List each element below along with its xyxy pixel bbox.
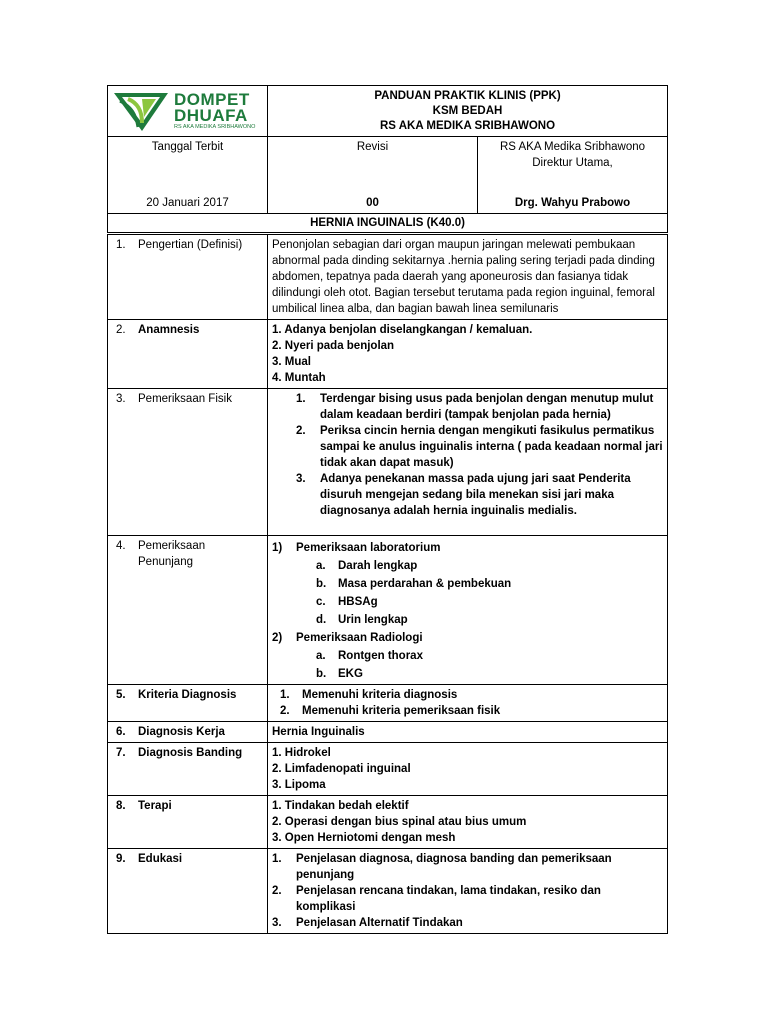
row-number: 3. (116, 393, 126, 405)
row-number: 4. (116, 540, 126, 552)
row-content (268, 320, 668, 389)
list-item: d. Urin lengkap (316, 614, 408, 626)
list-item: 3. Mual (272, 356, 311, 368)
row-content: Penonjolan sebagian dari organ maupun jaringan melewati pembukaan abnormal pada dinding sekitarnya .hernia paling sering terjadi pada dinding abdomen, tepatnya pada daerah yang aponeurosis dan fasianya tidak dilindungi oleh otot. Bagian tersebut terutama pada region inguinal, femoral umbilical linea alba, dan bagian bawah linea semilunaris (268, 235, 668, 320)
logo (108, 86, 267, 136)
table-row-diagnosis-kerja (108, 722, 668, 743)
row-label (108, 320, 268, 389)
table-row-kriteria-diagnosis (108, 685, 668, 722)
list-item: 1) Pemeriksaan laboratorium (272, 542, 441, 554)
list-item: 3. Open Herniotomi dengan mesh (272, 832, 456, 844)
direktur-info (478, 139, 667, 171)
list-item: 1. Hidrokel (272, 747, 331, 759)
list-item: 2. Nyeri pada benjolan (272, 340, 395, 352)
row-label-text: Kriteria Diagnosis (138, 689, 237, 701)
row-label (108, 389, 268, 536)
row-number: 7. (116, 747, 126, 759)
logo-cell (108, 86, 268, 137)
list-item: 1. Terdengar bising usus pada benjolan dengan menutup mulut dalam keadaan berdiri (tampak benjolan pada hernia) (296, 393, 654, 421)
table-row-anamnesis (108, 320, 668, 389)
direktur-name: Drg. Wahyu Prabowo (514, 197, 631, 209)
row-label (108, 849, 268, 934)
direktur-line1: RS AKA Medika Sribhawono (499, 141, 646, 153)
revisi-label: Revisi (356, 141, 389, 153)
row-label-text: Diagnosis Kerja (138, 726, 225, 738)
section-title: HERNIA INGUINALIS (K40.0) (108, 214, 668, 233)
direktur-line2: Direktur Utama, (532, 157, 613, 169)
table-row-edukasi (108, 849, 668, 934)
list-item: 2) Pemeriksaan Radiologi (272, 632, 423, 644)
row-label (108, 536, 268, 685)
table-row-diagnosis-banding (108, 743, 668, 796)
row-content (268, 389, 668, 536)
row-label-text: Pemeriksaan Fisik (138, 393, 232, 405)
title-line3: RS AKA MEDIKA SRIBHAWONO (379, 120, 556, 132)
row-content (268, 685, 668, 722)
logo-subtitle: RS AKA MEDIKA SRIBHAWONO (174, 123, 256, 130)
tanggal-terbit-value: 20 Januari 2017 (146, 197, 229, 209)
list-item: 2. Penjelasan rencana tindakan, lama tindakan, resiko dan komplikasi (272, 885, 601, 913)
row-label (108, 743, 268, 796)
table-row-pengertian (108, 235, 668, 320)
title-line2: KSM BEDAH (432, 105, 503, 117)
table-row-pemeriksaan-penunjang (108, 536, 668, 685)
list-item: 3. Penjelasan Alternatif Tindakan (272, 917, 463, 929)
table-row-terapi (108, 796, 668, 849)
list-item: c. HBSAg (316, 596, 378, 608)
row-label (108, 796, 268, 849)
row-content (268, 536, 668, 685)
row-label (108, 685, 268, 722)
header-table (107, 85, 668, 233)
list-item: b. Masa perdarahan & pembekuan (316, 578, 512, 590)
ppk-document (107, 85, 667, 934)
list-item: 1. Penjelasan diagnosa, diagnosa banding dan pemeriksaan penunjang (272, 853, 612, 881)
row-content (268, 743, 668, 796)
row-number: 6. (116, 726, 126, 738)
list-item: 1. Tindakan bedah elektif (272, 800, 409, 812)
list-item: 2. Memenuhi kriteria pemeriksaan fisik (280, 705, 501, 717)
list-item: 1. Memenuhi kriteria diagnosis (280, 689, 458, 701)
list-item: 2. Periksa cincin hernia dengan mengikuti fasikulus permatikus sampai ke anulus inguinalis interna ( pada keadaan normal jari tidak akan dapat masuk) (296, 425, 663, 469)
row-number: 1. (116, 239, 126, 251)
row-number: 2. (116, 324, 126, 336)
list-item: 2. Operasi dengan bius spinal atau bius umum (272, 816, 527, 828)
content-table (107, 234, 668, 934)
tanggal-terbit-cell (108, 137, 268, 214)
list-item: 4. Muntah (272, 372, 326, 384)
row-label-text: Terapi (138, 800, 172, 812)
title-line1: PANDUAN PRAKTIK KLINIS (PPK) (374, 90, 561, 102)
list-item: 1. Adanya benjolan diselangkangan / kemaluan. (272, 324, 533, 336)
direktur-cell (478, 137, 668, 214)
dompet-dhuafa-logo-icon (112, 89, 170, 133)
list-item: b. EKG (316, 668, 363, 680)
document-title (268, 86, 668, 137)
list-item: a. Darah lengkap (316, 560, 418, 572)
revisi-cell (268, 137, 478, 214)
logo-name-line2: DHUAFA (174, 105, 248, 125)
row-content (268, 849, 668, 934)
list-item: a. Rontgen thorax (316, 650, 423, 662)
row-content (268, 796, 668, 849)
tanggal-terbit-label: Tanggal Terbit (151, 141, 224, 153)
row-label (108, 722, 268, 743)
row-number: 8. (116, 800, 126, 812)
row-label-text: Pemeriksaan Penunjang (138, 540, 206, 568)
logo-name-line1: DOMPET (174, 89, 250, 109)
row-number: 9. (116, 853, 126, 865)
list-item: 3. Adanya penekanan massa pada ujung jari saat Penderita disuruh mengejan sedang bila menekan sisi jari maka diagnosanya adalah hernia inguinalis medialis. (296, 473, 631, 517)
row-label-text: Pengertian (Definisi) (138, 239, 243, 251)
logo-text (174, 89, 256, 131)
row-label-text: Edukasi (138, 853, 183, 865)
revisi-value: 00 (366, 197, 379, 209)
row-content: Hernia Inguinalis (268, 722, 668, 743)
list-item: 2. Limfadenopati inguinal (272, 763, 411, 775)
row-label-text: Diagnosis Banding (138, 747, 243, 759)
row-label-text: Anamnesis (138, 324, 200, 336)
list-item: 3. Lipoma (272, 779, 326, 791)
table-row-pemeriksaan-fisik (108, 389, 668, 536)
row-label (108, 235, 268, 320)
row-number: 5. (116, 689, 126, 701)
